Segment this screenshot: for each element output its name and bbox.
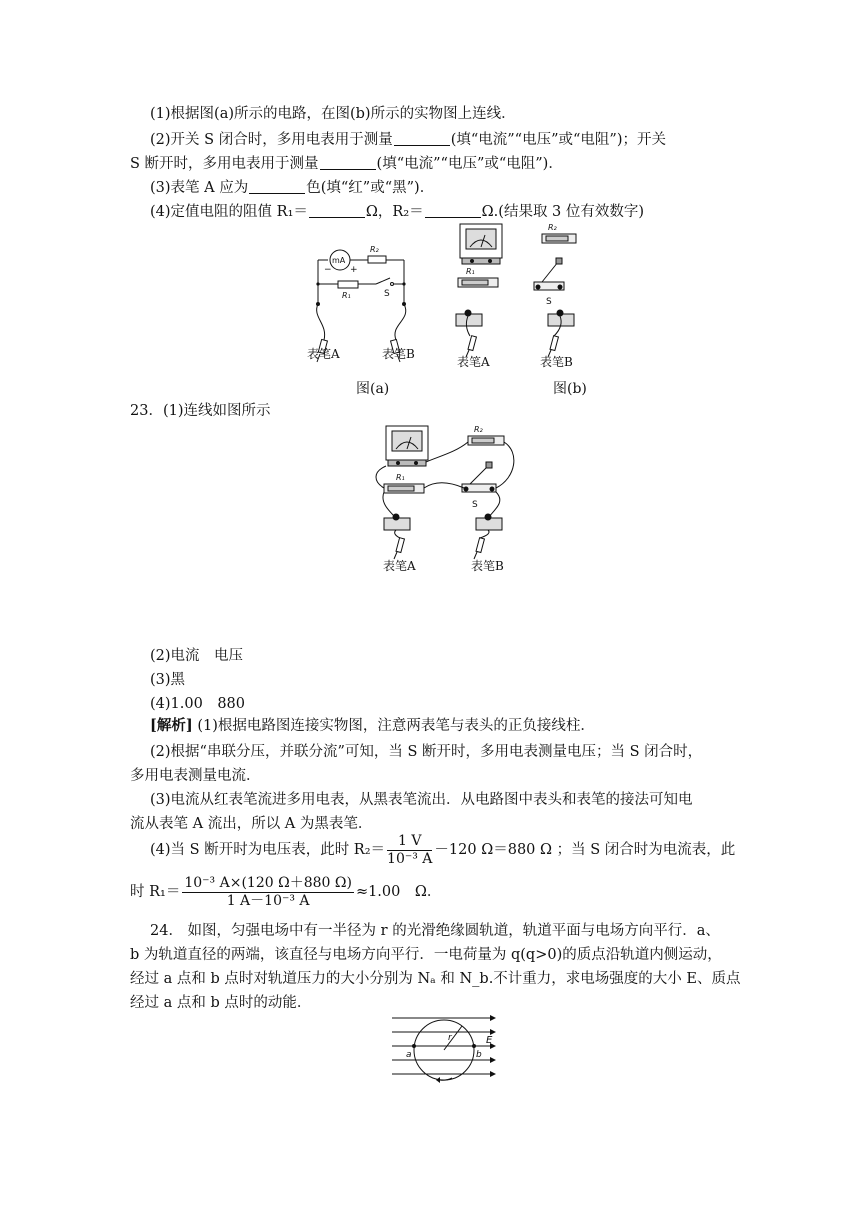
pen-b-label: 表笔B bbox=[540, 355, 573, 369]
q22-part3: (3)表笔 A 应为 色(填“红”或“黑”)． bbox=[150, 180, 435, 196]
answer-blank bbox=[320, 155, 376, 170]
q24-line2: b 为轨道直径的两端，该直径与电场方向平行．一电荷量为 q(q>0)的质点沿轨道内侧运动， bbox=[130, 947, 722, 963]
switch-label: S bbox=[472, 500, 478, 510]
explanation-line7: 时 R₁＝ $\frac{\text{10⁻³ A×(120 Ω＋880 Ω)}}{\text{1 A－10⁻³ A}}$ ≈1.00 Ω． bbox=[130, 874, 442, 909]
r2-label: R₂ bbox=[370, 245, 379, 254]
explanation-line1: [解析] (1)根据电路图连接实物图，注意两表笔与表头的正负接线柱． bbox=[150, 717, 595, 734]
ammeter-label: mA bbox=[332, 256, 346, 265]
switch-label: S bbox=[546, 297, 552, 307]
r2-label: R₂ bbox=[548, 223, 557, 232]
fraction-r2: $\frac{1 V}{\text{10⁻³ A}}$ bbox=[387, 832, 433, 867]
point-b-label: b bbox=[476, 1050, 482, 1060]
minus-terminal: − bbox=[324, 265, 332, 275]
q24-line4: 经过 a 点和 b 点时的动能． bbox=[130, 995, 312, 1011]
q24-line3: 经过 a 点和 b 点时对轨道压力的大小分别为 Nₐ 和 N_b.不计重力，求电场强度的大小 E、质点 bbox=[130, 971, 741, 987]
explanation-line4: (3)电流从红表笔流进多用电表，从黑表笔流出．从电路图中表头和表笔的接法可知电 bbox=[150, 792, 693, 808]
q24-line1: 24． 如图，匀强电场中有一半径为 r 的光滑绝缘圆轨道，轨道平面与电场方向平行．a、 bbox=[150, 923, 720, 939]
pen-a-label: 表笔A bbox=[457, 355, 490, 369]
answer-23-part4: (4)1.00 880 bbox=[150, 696, 246, 712]
explanation-line6: (4)当 S 断开时为电压表，此时 R₂＝ $\frac{1 V}{\text{10⁻³ A}}$ －120 Ω＝880 Ω ；当 S 闭合时为电流表，此 bbox=[150, 832, 736, 867]
r1-label: R₁ bbox=[466, 267, 475, 276]
explanation-line5: 流从表笔 A 流出，所以 A 为黑表笔． bbox=[130, 816, 373, 832]
wired-circuit-figure bbox=[370, 422, 520, 574]
explanation-line3: 多用电表测量电流． bbox=[130, 768, 261, 784]
answer-blank bbox=[394, 131, 450, 146]
pen-b-label: 表笔B bbox=[471, 559, 504, 573]
switch-label: S bbox=[384, 289, 390, 299]
answer-23-part2: (2)电流 电压 bbox=[150, 648, 244, 664]
field-e-label: E bbox=[486, 1035, 493, 1046]
pen-a-label: 表笔A bbox=[383, 559, 416, 573]
r2-label: R₂ bbox=[474, 425, 483, 434]
pen-b-label: 表笔B bbox=[382, 347, 415, 361]
plus-terminal: + bbox=[350, 265, 358, 275]
answer-23-part3: (3)黑 bbox=[150, 672, 186, 688]
q22-part4: (4)定值电阻的阻值 R₁＝ Ω，R₂＝ Ω.(结果取 3 位有效数字) bbox=[150, 204, 645, 220]
figure-a-caption: 图(a) bbox=[356, 381, 390, 397]
radius-label: r bbox=[448, 1033, 452, 1043]
answer-blank bbox=[309, 203, 365, 218]
r1-label: R₁ bbox=[342, 291, 351, 300]
explanation-line2: (2)根据“串联分压，并联分流”可知，当 S 断开时，多用电表测量电压；当 S 闭合时， bbox=[150, 744, 703, 760]
q22-part1: (1)根据图(a)所示的电路，在图(b)所示的实物图上连线． bbox=[150, 106, 516, 122]
component-layout-b bbox=[452, 220, 582, 368]
q22-part2-line2: S 断开时，多用电表用于测量 (填“电流”“电压”或“电阻”)． bbox=[130, 156, 563, 172]
field-circle-figure bbox=[390, 1010, 500, 1090]
answer-23-part1: 23．(1)连线如图所示 bbox=[130, 403, 271, 419]
answer-blank bbox=[249, 179, 305, 194]
pen-a-label: 表笔A bbox=[307, 347, 340, 361]
point-a-label: a bbox=[406, 1050, 412, 1060]
fraction-r1: $\frac{\text{10⁻³ A×(120 Ω＋880 Ω)}}{\text{1 A－10⁻³ A}}$ bbox=[184, 874, 352, 909]
answer-blank bbox=[425, 203, 481, 218]
q22-part2-line1: (2)开关 S 闭合时，多用电表用于测量 (填“电流”“电压”或“电阻”)；开关 bbox=[150, 132, 666, 148]
figure-b-caption: 图(b) bbox=[553, 381, 587, 397]
r1-label: R₁ bbox=[396, 473, 405, 482]
